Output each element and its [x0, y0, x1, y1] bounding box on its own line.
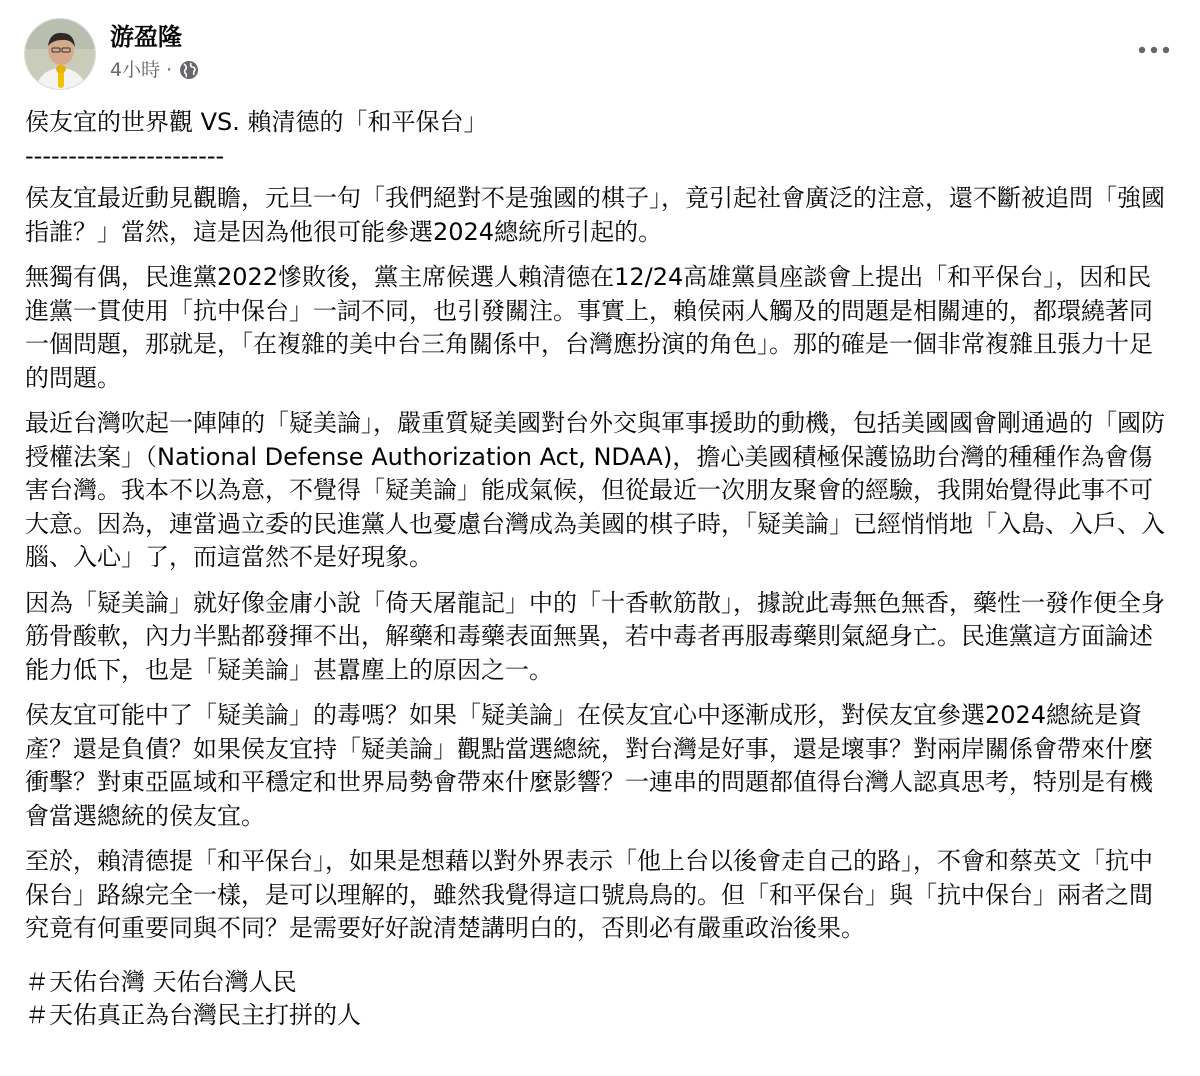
- post-paragraph: 侯友宜最近動見觀瞻，元旦一句「我們絕對不是強國的棋子」，竟引起社會廣泛的注意，還不斷被追問「強國指誰？」當然，這是因為他很可能參選2024總統所引起的。: [25, 184, 1165, 246]
- avatar[interactable]: [24, 18, 96, 90]
- post-paragraph: 至於，賴清德提「和平保台」，如果是想藉以對外界表示「他上台以後會走自己的路」，不會和蔡英文「抗中保台」路線完全一樣，是可以理解的，雖然我覺得這口號鳥鳥的。但「和平保台」與「抗中保台」兩者之間究竟有何重要同與不同？是需要好好說清楚講明白的，否則必有嚴重政治後果。: [25, 847, 1153, 942]
- post-paragraph: 無獨有偶，民進黨2022慘敗後，黨主席候選人賴清德在12/24高雄黨員座談會上提出「和平保台」，因和民進黨一貫使用「抗中保台」一詞不同，也引發關注。事實上，賴侯兩人觸及的問題是相關連的，都環繞著同一個問題，那就是，「在複雜的美中台三角關係中，台灣應扮演的角色」。那的確是一個非常複雜且張力十足的問題。: [25, 263, 1153, 392]
- post-paragraph: 侯友宜可能中了「疑美論」的毒嗎？如果「疑美論」在侯友宜心中逐漸成形，對侯友宜參選2024總統是資產？還是負債？如果侯友宜持「疑美論」觀點當選總統，對台灣是好事，還是壞事？對兩岸關係會帶來什麼衝擊？對東亞區域和平穩定和世界局勢會帶來什麼影響？一連串的問題都值得台灣人認真思考，特別是有機會當選總統的侯友宜。: [25, 701, 1153, 830]
- post-title: 侯友宜的世界觀 VS. 賴清德的「和平保台」: [25, 108, 488, 136]
- post-paragraph: 最近台灣吹起一陣陣的「疑美論」，嚴重質疑美國對台外交與軍事援助的動機，包括美國國會剛通過的「國防授權法案」（National Defense Authorization Act, NDAA)，擔心美國積極保護協助台灣的種種作為會傷害台灣。我本不以為意，不覺得「疑美論」能成氣候，但從最近一次朋友聚會的經驗，我開始覺得此事不可大意。因為，連當過立委的民進黨人也憂慮台灣成為美國的棋子時，「疑美論」已經悄悄地「入島、入戶、入腦、入心」了，而這當然不是好現象。: [25, 409, 1165, 571]
- hashtag-list: [25, 966, 1175, 1032]
- hashtag[interactable]: ＃天佑台灣 天佑台灣人民: [25, 967, 297, 996]
- text-divider: -----------------------: [25, 141, 225, 170]
- post-header: [24, 18, 1176, 94]
- author-block: [110, 22, 199, 82]
- globe-icon[interactable]: [179, 60, 199, 80]
- post-body: [25, 106, 1175, 1032]
- author-name[interactable]: 游盈隆: [110, 23, 182, 51]
- post-meta: [110, 58, 199, 82]
- avatar-image: [25, 19, 96, 90]
- post-time[interactable]: 4小時: [110, 59, 161, 81]
- hashtag[interactable]: ＃天佑真正為台灣民主打拼的人: [25, 1000, 361, 1029]
- more-horizontal-icon: [1138, 46, 1170, 54]
- post-paragraph: 因為「疑美論」就好像金庸小說「倚天屠龍記」中的「十香軟筋散」，據說此毒無色無香，藥性一發作便全身筋骨酸軟，內力半點都發揮不出，解藥和毒藥表面無異，若中毒者再服毒藥則氣絕身亡。民進黨這方面論述能力低下，也是「疑美論」甚囂塵上的原因之一。: [25, 588, 1165, 684]
- meta-separator: ·: [166, 59, 173, 81]
- more-options-button[interactable]: [1132, 32, 1176, 68]
